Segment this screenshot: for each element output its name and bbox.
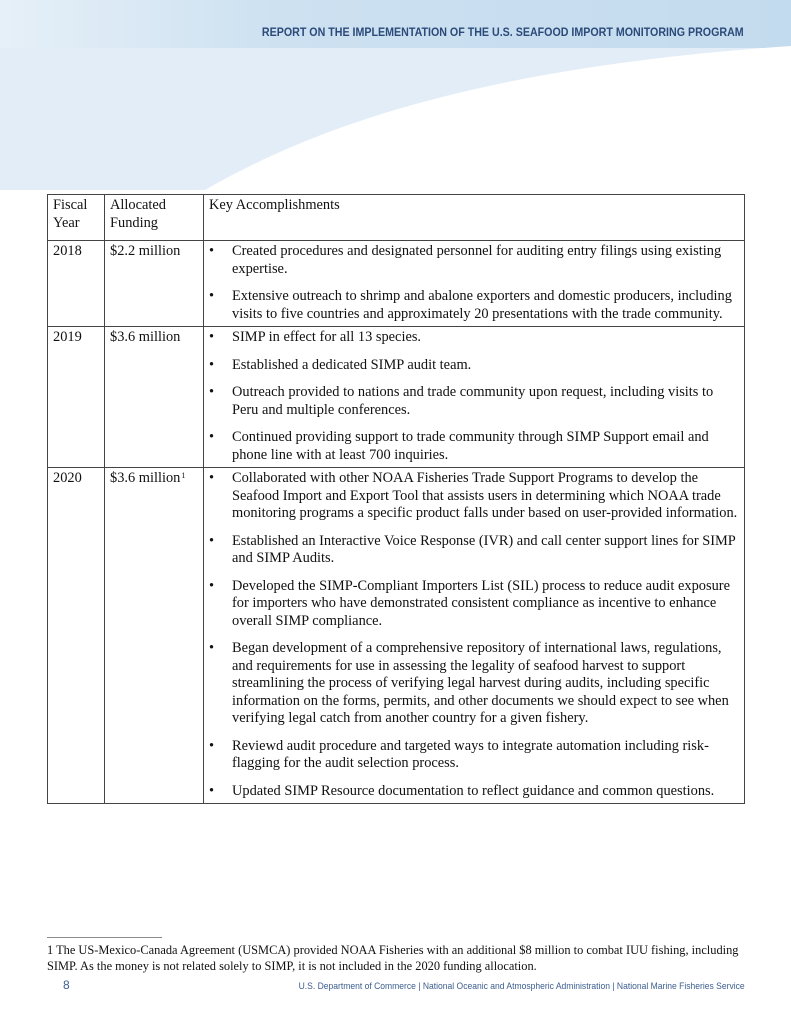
funding-amount: $3.6 million [110, 329, 181, 345]
accomplishments-cell [204, 241, 745, 327]
list-item [209, 329, 739, 347]
header-banner [0, 0, 791, 190]
funding-cell [105, 468, 204, 804]
footnote-marker: 1 [181, 471, 186, 480]
list-item [209, 640, 739, 728]
bullet-icon: • [209, 356, 215, 373]
list-item [209, 738, 739, 773]
accomplishment-text: Developed the SIMP-Compliant Importers List (SIL) process to reduce audit exposure for importers who have demonstrated consistent compliance as incentive to enhance overall SIMP compliance. [232, 577, 730, 629]
list-item [209, 243, 739, 278]
funding-amount: $2.2 million [110, 243, 181, 259]
fiscal-year-cell: 2020 [48, 468, 105, 804]
list-item [209, 578, 739, 631]
bullet-icon: • [209, 288, 215, 304]
footer-agencies: U.S. Department of Commerce | National Oceanic and Atmospheric Administration | National Marine Fisheries Service [298, 981, 745, 991]
list-item [209, 429, 739, 464]
report-title: REPORT ON THE IMPLEMENTATION OF THE U.S. SEAFOOD IMPORT MONITORING PROGRAM [262, 26, 744, 39]
accomplishment-text: Reviewd audit procedure and targeted ways to integrate automation including risk-flagging for the audit selection process. [232, 737, 709, 771]
list-item [209, 357, 739, 375]
funding-amount: $3.6 million [110, 470, 181, 486]
accomplishment-list [209, 243, 739, 323]
accomplishment-text: Began development of a comprehensive repository of international laws, regulations, and requirements for use in assessing the legality of seafood harvest to support streamlining the process of verifying legal harvest during audits, including specific information on the forms, permits, and other documents we should expect to see when verifying legal catch from another country for a given fishery. [232, 640, 729, 726]
fiscal-year-cell: 2019 [48, 327, 105, 468]
list-item [209, 783, 739, 801]
table-row [48, 468, 745, 804]
accomplishment-text: Continued providing support to trade community through SIMP Support email and phone line with at least 700 inquiries. [232, 429, 709, 463]
fiscal-year-cell: 2018 [48, 241, 105, 327]
funding-cell [105, 327, 204, 468]
list-item [209, 384, 739, 419]
table-row [48, 241, 745, 327]
list-item [209, 470, 739, 523]
list-item [209, 533, 739, 568]
funding-cell [105, 241, 204, 327]
table-header-row [48, 195, 745, 241]
bullet-icon: • [209, 577, 215, 594]
header-fiscal-year: Fiscal Year [48, 195, 105, 241]
bullet-icon: • [209, 384, 215, 400]
header-allocated-funding: Allocated Funding [105, 195, 204, 241]
accomplishment-list [209, 470, 739, 800]
bullet-icon: • [209, 329, 215, 345]
bullet-icon: • [209, 470, 215, 486]
accomplishments-table [47, 194, 745, 804]
accomplishments-cell [204, 327, 745, 468]
bullet-icon: • [209, 532, 215, 549]
accomplishment-text: Established an Interactive Voice Response (IVR) and call center support lines for SIMP and SIMP Audits. [232, 532, 736, 566]
bullet-icon: • [209, 782, 215, 799]
page-number: 8 [63, 978, 70, 992]
footnote-text: 1 The US-Mexico-Canada Agreement (USMCA) provided NOAA Fisheries with an additional $8 million to combat IUU fishing, including SIMP. As the money is not related solely to SIMP, it is not included in the 2020 funding allocation. [47, 943, 739, 973]
accomplishment-text: Collaborated with other NOAA Fisheries Trade Support Programs to develop the Seafood Import and Export Tool that assists users in determining which NOAA trade monitoring programs a specific product falls under based on user-provided information. [232, 470, 738, 521]
accomplishment-text: Updated SIMP Resource documentation to reflect guidance and common questions. [232, 782, 715, 799]
accomplishments-cell [204, 468, 745, 804]
list-item [209, 288, 739, 323]
accomplishment-text: Outreach provided to nations and trade community upon request, including visits to Peru and multiple conferences. [232, 384, 714, 418]
footnote-divider [47, 937, 162, 938]
accomplishment-text: SIMP in effect for all 13 species. [232, 329, 422, 345]
bullet-icon: • [209, 737, 215, 754]
bullet-icon: • [209, 429, 215, 445]
accomplishment-text: Established a dedicated SIMP audit team. [232, 356, 472, 373]
header-key-accomplishments: Key Accomplishments [204, 195, 745, 241]
table-row [48, 327, 745, 468]
bullet-icon: • [209, 243, 215, 259]
accomplishment-list [209, 329, 739, 464]
accomplishment-text: Created procedures and designated personnel for auditing entry filings using existing expertise. [232, 243, 722, 277]
accomplishment-text: Extensive outreach to shrimp and abalone exporters and domestic producers, including visits to five countries and approximately 20 presentations with the trade community. [232, 288, 732, 322]
bullet-icon: • [209, 640, 215, 656]
